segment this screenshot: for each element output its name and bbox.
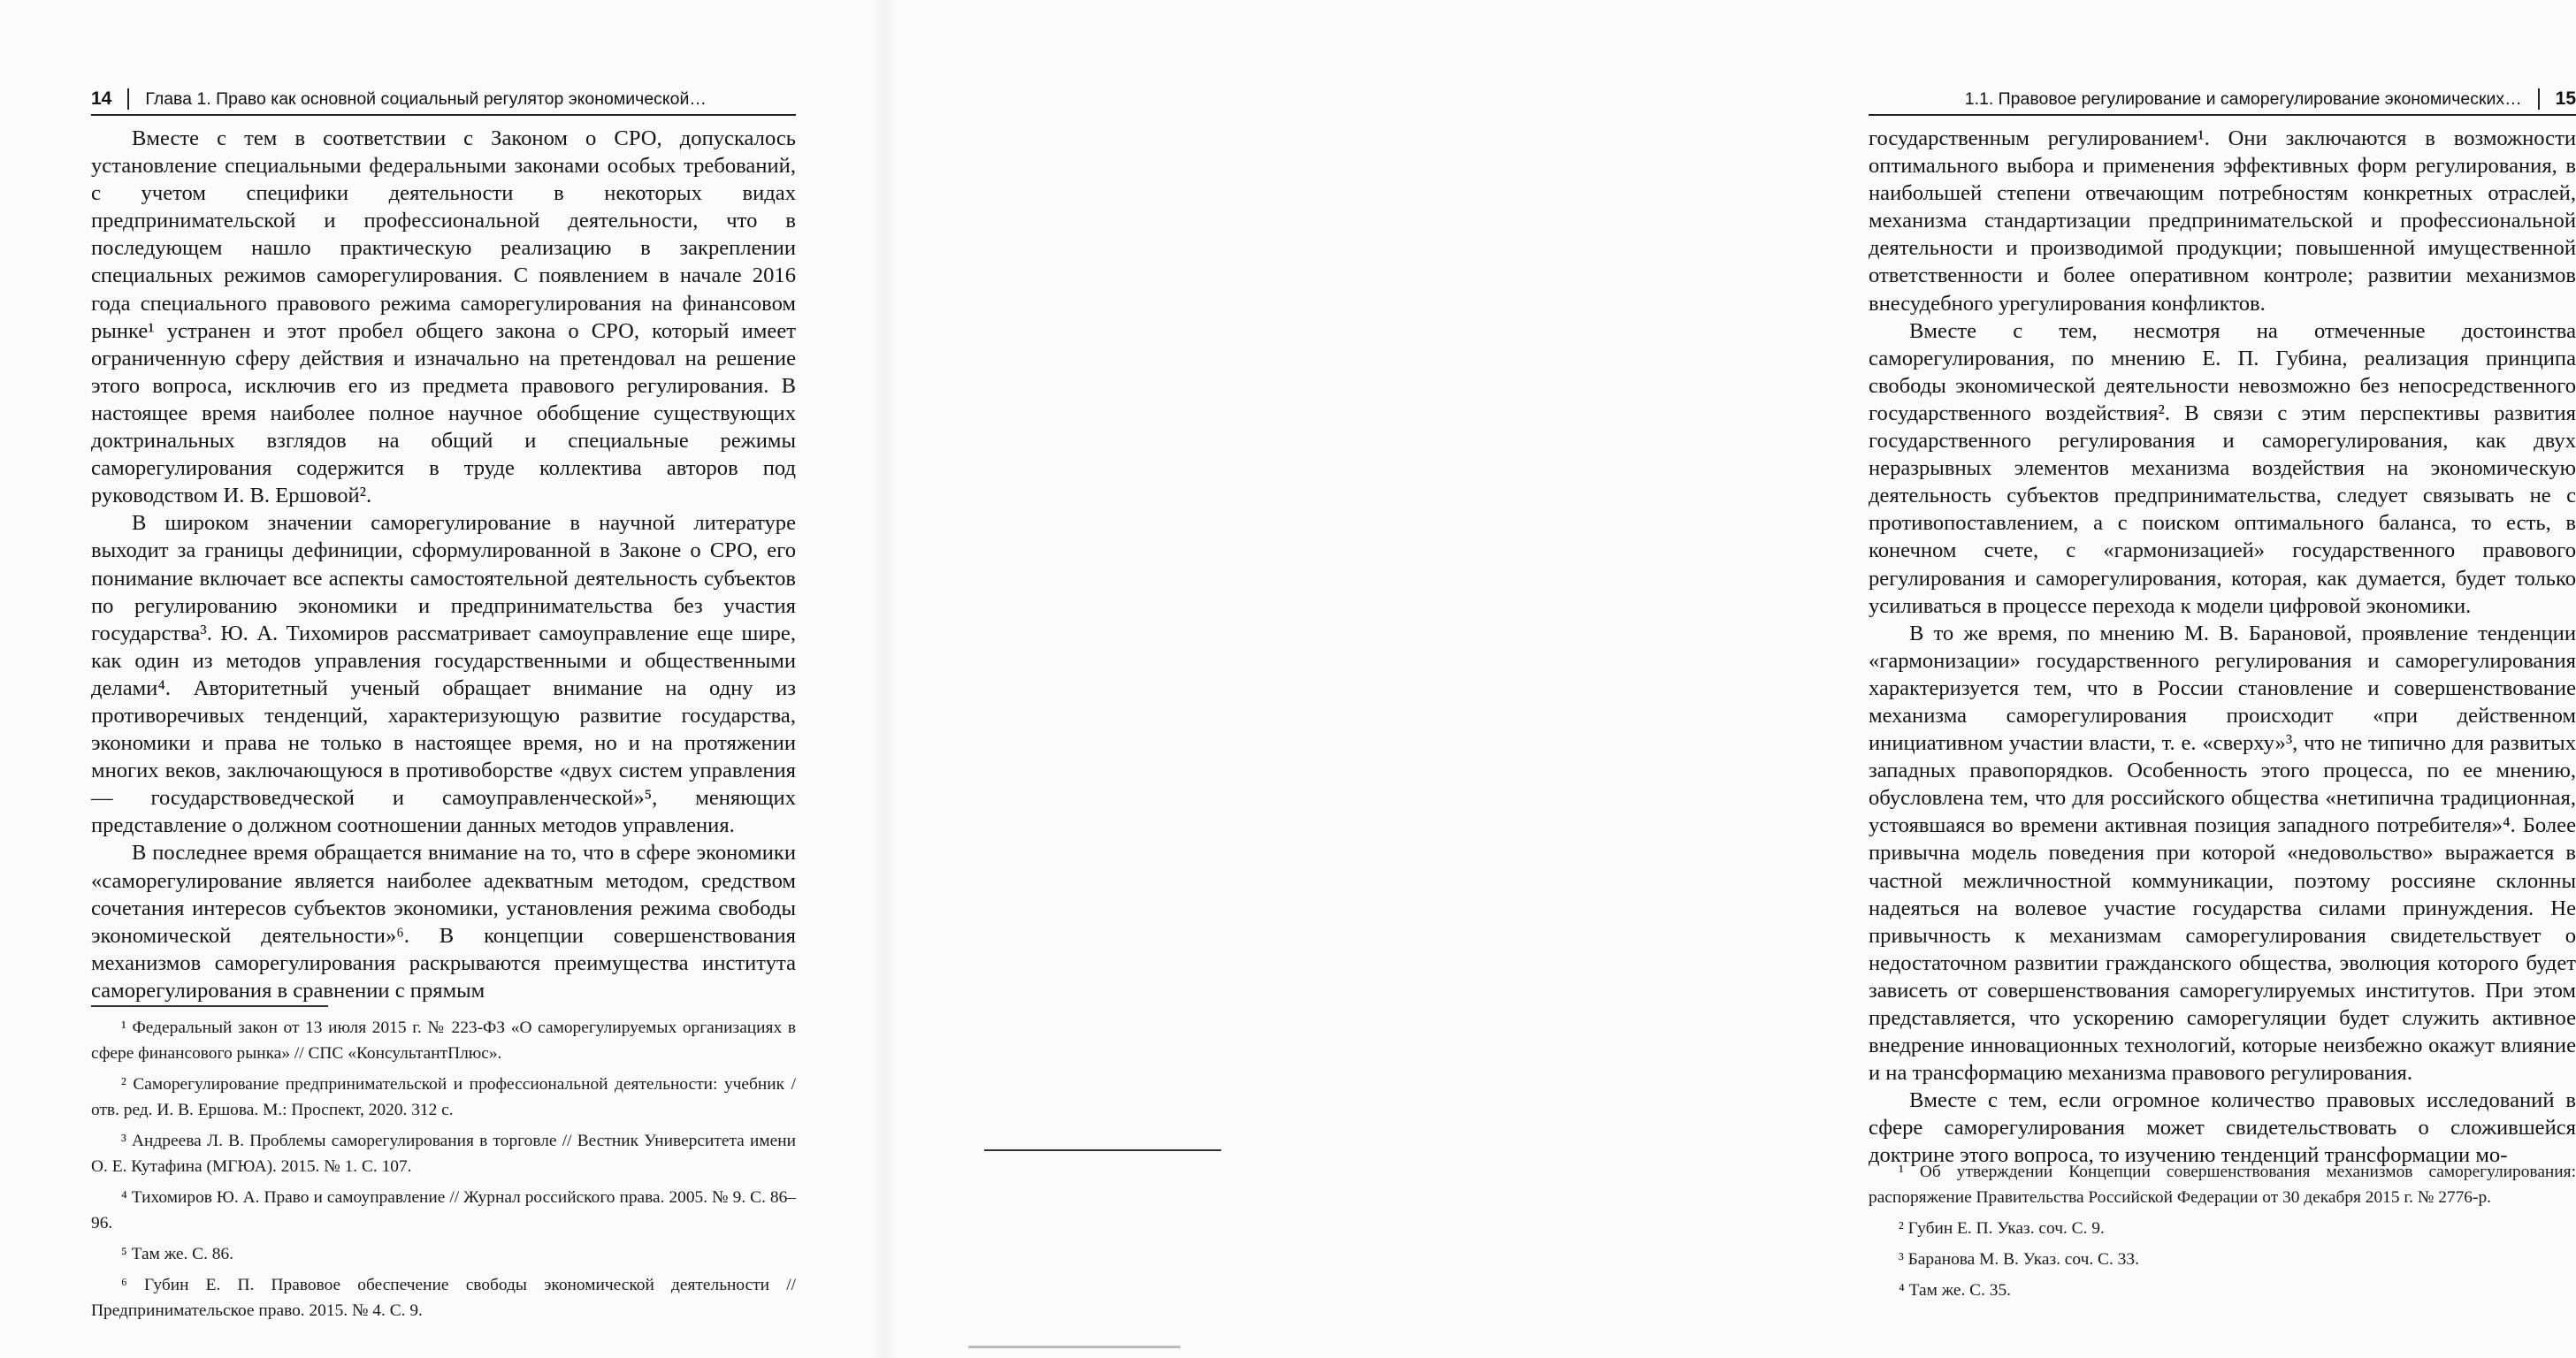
- footnote: ² Саморегулирование предпринимательской и профессиональной деятельности: учебник / отв. ред. И. В. Ершова. М.: Проспект, 2020. 312 с.: [91, 1075, 796, 1119]
- paragraph: В то же время, по мнению М. В. Барановой, проявление тенденции «гармонизации» государственного регулирования и саморегулирования характеризуется тем, что в России становление и совершенствование механизма саморегулирования происходит «при действенном инициативном участии власти, т. е. «сверху»³, что не типично для развитых западных правопорядков. Особенность этого процесса, по ее мнению, обусловлена тем, что для российского общества «нетипична традиционная, устоявшаяся во времени активная позиция западного потребителя»⁴. Более привычна модель поведения при которой «недовольство» выражается в частной межличностной коммуникации, поэтому россияне склонны надеяться на волевое участие государства силами принуждения. Не привычность к механизмам саморегулирования свидетельствует о недостаточном развитии гражданского общества, эволюция которого будет зависеть от совершенствования саморегулируемых институтов. При этом представляется, что ускорению саморегуляции будет служить активное внедрение инновационных технологий, которые неизбежно окажут влияние и на трансформацию механизма правового регулирования.: [1869, 621, 2576, 1086]
- footnote: ⁵ Там же. С. 86.: [121, 1245, 234, 1263]
- paragraph: В широком значении саморегулирование в научной литературе выходит за границы дефиниции, сформулированной в Законе о СРО, его понимание включает все аспекты самостоятельной деятельность субъектов по регулированию экономики и предпринимательства без участия государства³. Ю. А. Тихомиров рассматривает самоуправление еще шире, как один из методов управления государственными и общественными делами⁴. Авторитетный ученый обращает внимание на одну из противоречивых тенденций, характеризующую развитие государства, экономики и права не только в настоящее время, но и на протяжении многих веков, заключающуюся в противоборстве «двух систем управления — государствоведческой и самоуправленческой»⁵, меняющих представление о должном соотношении данных методов управления.: [91, 511, 796, 838]
- paragraph: Вместе с тем в соответствии с Законом о СРО, допускалось установление специальными федеральными законами особых требований, с учетом специфики деятельности в некоторых видах предпринимательской и профессиональной деятельности, что в последующем нашло практическую реализацию в закреплении специальных режимов саморегулирования. С появлением в начале 2016 года специального правового режима саморегулирования на финансовом рынке¹ устранен и этот пробел общего закона о СРО, который имеет ограниченную сферу действия и изначально на претендовал на решение этого вопроса, исключив его из предмета правового регулирования. В настоящее время наиболее полное научное обобщение существующих доктринальных взглядов на общий и специальные режимы саморегулирования содержится в труде коллектива авторов под руководством И. В. Ершовой².: [91, 126, 796, 508]
- page-number: 15: [2555, 88, 2576, 109]
- left-footnotes: [91, 1015, 796, 1329]
- footnote-rule: [984, 1149, 1221, 1151]
- paragraph: Вместе с тем, несмотря на отмеченные достоинства саморегулирования, по мнению Е. П. Губина, реализация принципа свободы экономической деятельности невозможно без непосредственного государственного воздействия². В связи с этим перспективы развития государственного регулирования и саморегулирования, как двух неразрывных элементов механизма воздействия на экономическую деятельность субъектов предпринимательства, следует связывать не с противопоставлением, а с поиском оптимального баланса, то есть, в конечном счете, с «гармонизацией» государственного правового регулирования и саморегулирования, которая, как думается, будет только усиливаться в процессе перехода к модели цифровой экономики.: [1869, 318, 2576, 618]
- right-page: [884, 0, 2576, 1358]
- footnote: ³ Баранова М. В. Указ. соч. С. 33.: [1899, 1250, 2139, 1269]
- left-page: [0, 0, 884, 1358]
- footnote: ⁴ Там же. С. 35.: [1899, 1281, 2012, 1300]
- running-title: Глава 1. Право как основной социальный регулятор экономической…: [145, 88, 707, 109]
- footnote: ⁴ Тихомиров Ю. А. Право и самоуправление // Журнал российского права. 2005. № 9. С. 86–96.: [91, 1188, 796, 1232]
- right-footnotes: [1869, 1159, 2576, 1308]
- footnote: ² Губин Е. П. Указ. соч. С. 9.: [1899, 1219, 2105, 1238]
- left-body-text: [91, 125, 796, 1004]
- paragraph: Вместе с тем, если огромное количество правовых исследований в сфере саморегулирования может свидетельствовать о сложившейся доктрине этого вопроса, то изучению тенденций трансформации мо-: [1869, 1088, 2576, 1168]
- page-edge-mark: [968, 1346, 1181, 1348]
- header-separator: [127, 88, 129, 110]
- footnote: ⁶ Губин Е. П. Правовое обеспечение свободы экономической деятельности // Предпринимательское право. 2015. № 4. С. 9.: [91, 1276, 796, 1320]
- paragraph: В последнее время обращается внимание на то, что в сфере экономики «саморегулирование является наиболее адекватным методом, средством сочетания интересов субъектов экономики, установления режима свободы экономической деятельности»⁶. В концепции совершенствования механизмов саморегулирования раскрываются преимущества института саморегулирования в сравнении с прямым: [91, 841, 796, 1003]
- footnote: ¹ Федеральный закон от 13 июля 2015 г. № 223-ФЗ «О саморегулируемых организациях в сфере финансового рынка» // СПС «КонсультантПлюс».: [91, 1018, 796, 1063]
- footnote: ¹ Об утверждении Концепции совершенствования механизмов саморегулирования: распоряжение Правительства Российской Федерации от 30 декабря 2015 г. № 2776-р.: [1869, 1163, 2576, 1207]
- footnote: ³ Андреева Л. В. Проблемы саморегулирования в торговле // Вестник Университета имени О. Е. Кутафина (МГЮА). 2015. № 1. С. 107.: [91, 1132, 796, 1176]
- page-number: 14: [91, 88, 112, 109]
- paragraph: государственным регулированием¹. Они заключаются в возможности оптимального выбора и применения эффективных форм регулирования, в наибольшей степени отвечающим потребностям конкретных отраслей, механизма стандартизации предпринимательской и профессиональной деятельности и производимой продукции; повышенной имущественной ответственности и более оперативном контроле; развитии механизмов внесудебного урегулирования конфликтов.: [1869, 126, 2576, 316]
- header-separator: [2538, 88, 2540, 110]
- footnote-rule: [91, 1005, 328, 1007]
- right-page-header: [1869, 84, 2576, 116]
- left-page-header: [91, 84, 796, 116]
- right-body-text: [1869, 125, 2576, 1170]
- running-title: 1.1. Правовое регулирование и саморегулирование экономических…: [1964, 88, 2522, 109]
